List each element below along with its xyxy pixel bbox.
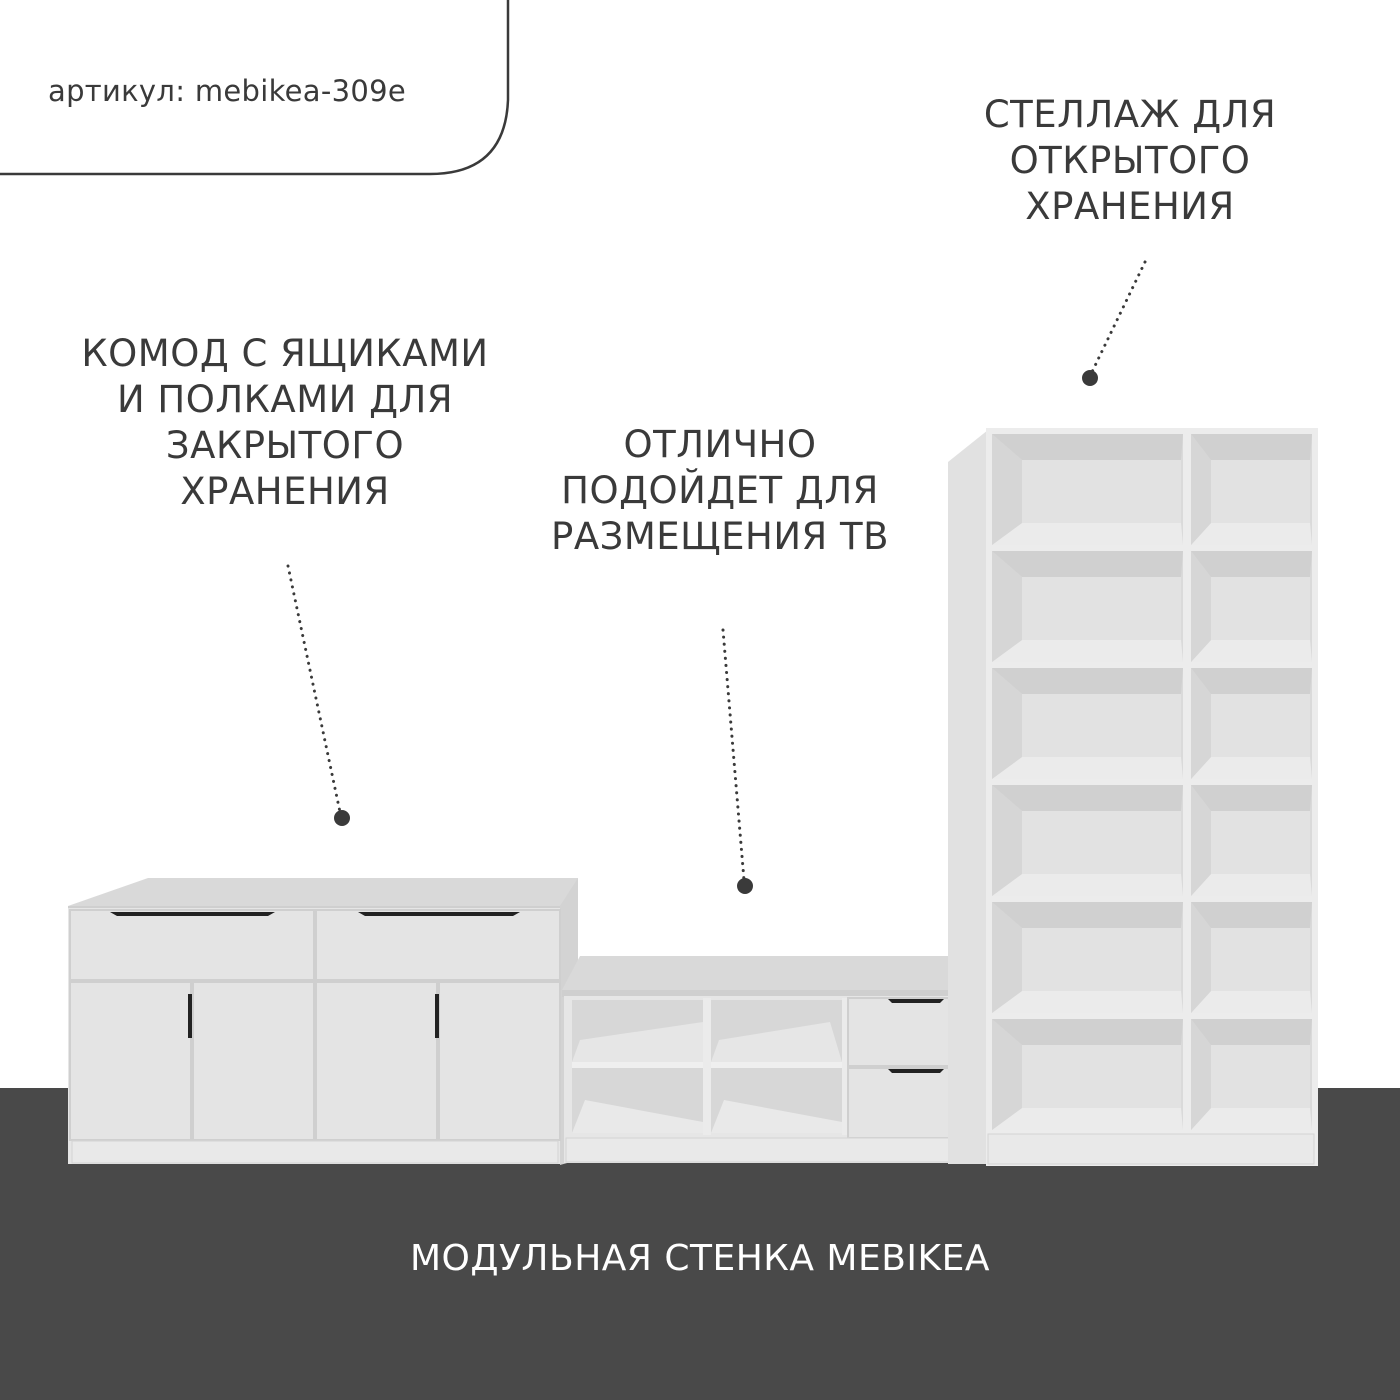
dresser-module [68, 878, 578, 1165]
callout-line: И ПОЛКАМИ ДЛЯ [116, 378, 454, 421]
callout-line: ОТЛИЧНО [623, 423, 817, 466]
rack-cell [1191, 551, 1312, 662]
sku-label: артикул: mebikea-309e [48, 74, 407, 108]
rack-cell [992, 1019, 1183, 1130]
rack-cell [1191, 434, 1312, 545]
open-rack-module [948, 428, 1318, 1166]
callout-line: ОТКРЫТОГО [1009, 139, 1251, 182]
rack-cell [992, 551, 1183, 662]
callout-line: ХРАНЕНИЯ [1025, 185, 1235, 228]
callout-line: ПОДОЙДЕТ ДЛЯ [561, 469, 879, 512]
callout-line: РАЗМЕЩЕНИЯ ТВ [551, 515, 889, 558]
callout-line: ХРАНЕНИЯ [180, 470, 390, 513]
callout-line: КОМОД С ЯЩИКАМИ [81, 332, 489, 375]
rack-cell [992, 668, 1183, 779]
rack-cell [1191, 1019, 1312, 1130]
callout-line: СТЕЛЛАЖ ДЛЯ [983, 93, 1277, 136]
footer-title: МОДУЛЬНАЯ СТЕНКА MEBIKEA [409, 1238, 991, 1279]
rack-cell [1191, 668, 1312, 779]
callout-line: ЗАКРЫТОГО [165, 424, 405, 467]
rack-cell [992, 785, 1183, 896]
rack-cell [992, 902, 1183, 1013]
tv-stand-module [562, 956, 986, 1163]
rack-cell [1191, 902, 1312, 1013]
rack-cell [992, 434, 1183, 545]
rack-cell [1191, 785, 1312, 896]
